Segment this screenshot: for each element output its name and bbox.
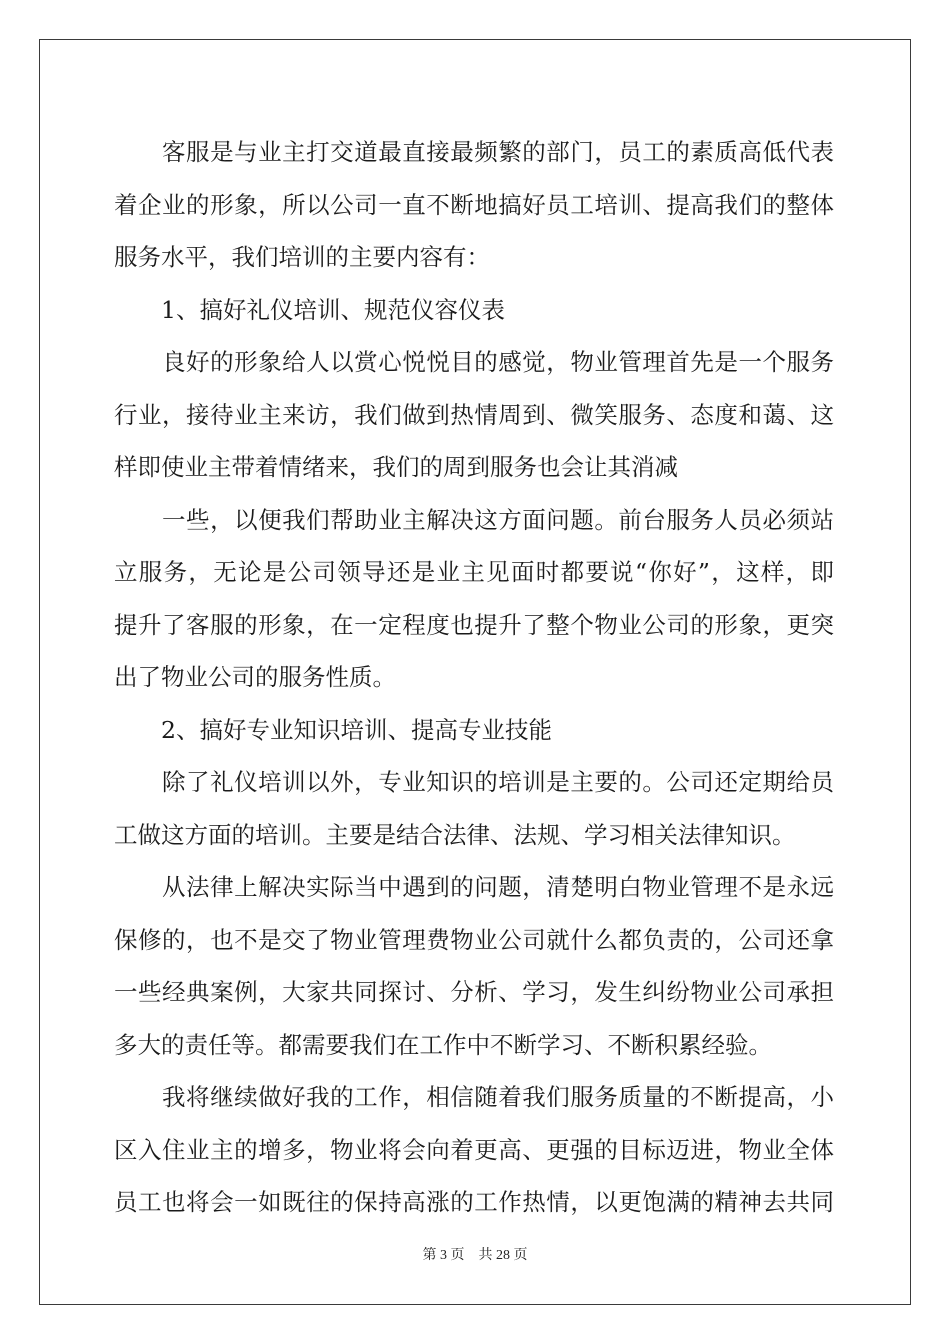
- paragraph-line: 良好的形象给人以赏心悦悦目的感觉，物业管理首先是一个服务: [114, 348, 834, 376]
- paragraph-line: 着企业的形象，所以公司一直不断地搞好员工培训、提高我们的整体: [114, 190, 834, 219]
- paragraph-line: 保修的，也不是交了物业管理费物业公司就什么都负责的，公司还拿: [114, 925, 834, 954]
- document-body: [114, 126, 834, 1229]
- section-heading: 1、搞好礼仪培训、规范仪容仪表: [114, 295, 505, 324]
- paragraph-line: 客服是与业主打交道最直接最频繁的部门，员工的素质高低代表: [114, 138, 834, 166]
- paragraph-line: 我将继续做好我的工作，相信随着我们服务质量的不断提高，小: [114, 1083, 834, 1111]
- paragraph-line: 工做这方面的培训。主要是结合法律、法规、学习相关法律知识。: [114, 820, 796, 849]
- paragraph-line: 提升了客服的形象，在一定程度也提升了整个物业公司的形象，更突: [114, 610, 834, 639]
- paragraph-line: 出了物业公司的服务性质。: [114, 663, 396, 691]
- paragraph-line: 一些经典案例，大家共同探讨、分析、学习，发生纠纷物业公司承担: [114, 978, 834, 1006]
- paragraph-line: 一些，以便我们帮助业主解决这方面问题。前台服务人员必须站: [114, 505, 834, 534]
- paragraph-line: 除了礼仪培训以外，专业知识的培训是主要的。公司还定期给员: [114, 768, 834, 796]
- paragraph-line: 行业，接待业主来访，我们做到热情周到、微笑服务、态度和蔼、这: [114, 400, 834, 429]
- paragraph-line: 区入住业主的增多，物业将会向着更高、更强的目标迈进，物业全体: [114, 1135, 834, 1164]
- paragraph-line: 员工也将会一如既往的保持高涨的工作热情，以更饱满的精神去共同: [114, 1188, 834, 1216]
- page-number-footer: 第 3 页 共 28 页: [422, 1248, 528, 1263]
- paragraph-line: 服务水平，我们培训的主要内容有：: [114, 243, 490, 271]
- paragraph-line: 多大的责任等。都需要我们在工作中不断学习、不断积累经验。: [114, 1030, 772, 1059]
- section-heading: 2、搞好专业知识培训、提高专业技能: [114, 715, 552, 744]
- paragraph-line: 立服务，无论是公司领导还是业主见面时都要说“你好”，这样，即: [114, 558, 834, 586]
- paragraph-line: 从法律上解决实际当中遇到的问题，清楚明白物业管理不是永远: [114, 873, 834, 901]
- paragraph-line: 样即使业主带着情绪来，我们的周到服务也会让其消减: [114, 453, 678, 481]
